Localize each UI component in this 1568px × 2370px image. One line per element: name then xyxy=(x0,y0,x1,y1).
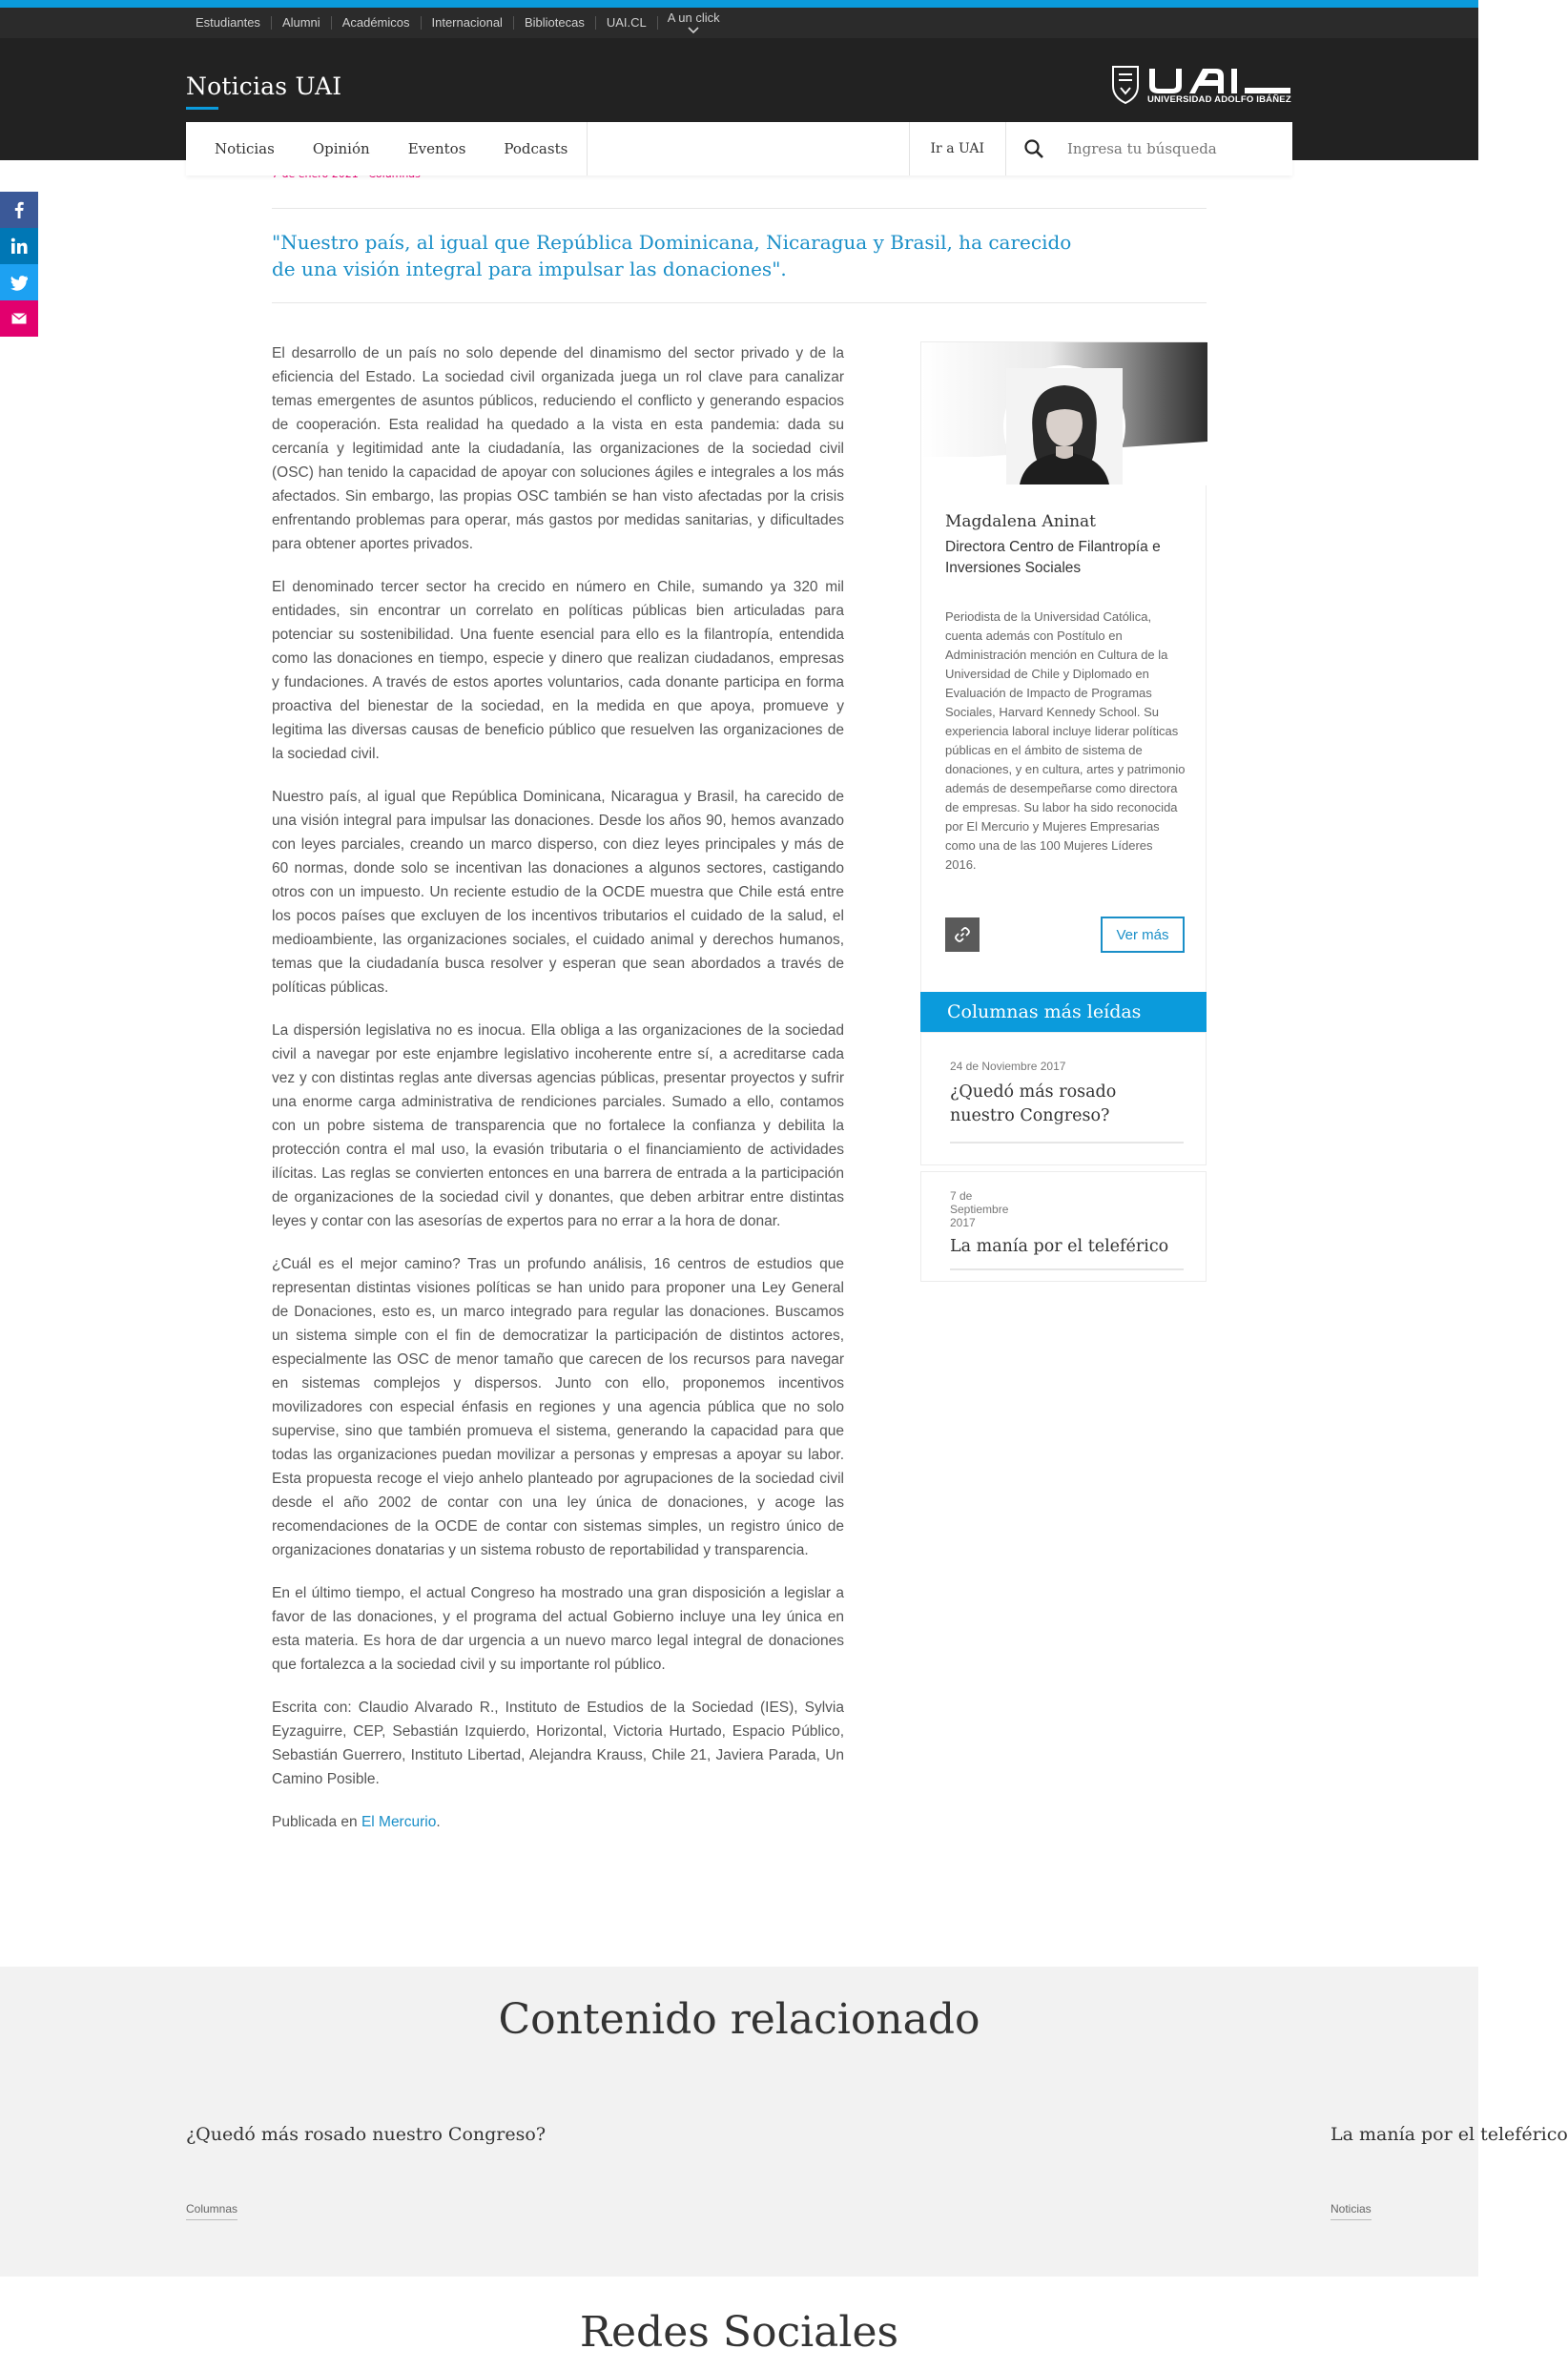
most-read-date: 24 de Noviembre 2017 xyxy=(950,1060,1066,1073)
brand-underline xyxy=(186,107,218,110)
article-published-line xyxy=(272,1810,844,1834)
nav-item-noticias[interactable]: Noticias xyxy=(215,140,275,157)
related-item-category[interactable]: Noticias xyxy=(1331,2202,1372,2220)
utility-link-internacional[interactable]: Internacional xyxy=(422,16,514,30)
search-icon[interactable] xyxy=(1023,138,1044,159)
nav-item-opinion[interactable]: Opinión xyxy=(312,140,370,157)
most-read-header: Columnas más leídas xyxy=(920,992,1207,1032)
site-brand[interactable]: Noticias UAI xyxy=(186,72,342,100)
article-paragraph: El denominado tercer sector ha crecido en número en Chile, sumando ya 320 mil entidades, sin encontrar un correlato en políticas públicas bien articuladas para potenciar su sostenibilidad. Una fuente esencial para ello es la filantropía, entendida como las donaciones en tiempo, especie y dinero que realizan ciudadanos, empresas y fundaciones. A través de estos aportes voluntarios, cada donante participa en forma proactiva del bienestar de la sociedad, en la medida en que apoya, promueve y legitima las diversas causas de beneficio público que resuelven las organizaciones de la sociedad civil. xyxy=(272,579,844,762)
article-paragraph: ¿Cuál es el mejor camino? Tras un profundo análisis, 16 centros de estudios que representan distintas visiones políticas se han unido para proponer una Ley General de Donaciones, esto es, un marco integrado para regular las donaciones. Buscamos un sistema simple con el fin de democratizar la participación de distintos actores, especialmente las OSC de menor tamaño que carecen de los recursos para navegar en sistemas complejos y dispersos. Junto con ello, proponemos incentivos movilizadores con especial énfasis en regiones y una agencia pública que no solo supervise, sino que también promueva el sistema, generando la capacidad para que todas las organizaciones puedan movilizar a personas y empresas a apoyar su labor. Esta propuesta recoge el viejo anhelo planteado por agrupaciones de la sociedad civil desde el año 2002 de contar con una ley única de donaciones, y acoge las recomendaciones de la OCDE de contar con sistemas simples, un registro único de organizaciones donatarias y un sistema robusto de reportabilidad y transparencia. xyxy=(272,1256,844,1558)
logo-text: UNIVERSIDAD ADOLFO IBÁÑEZ xyxy=(1147,94,1291,105)
utility-links xyxy=(186,8,730,38)
article-body xyxy=(272,341,844,1853)
most-read-title[interactable]: ¿Quedó más rosado nuestro Congreso? xyxy=(950,1082,1117,1125)
linkedin-share-button[interactable] xyxy=(0,228,38,264)
published-prefix: Publicada en xyxy=(272,1814,361,1830)
article-paragraph: La dispersión legislativa no es inocua. Ella obliga a las organizaciones de la sociedad civil a navegar por este enjambre legislativo incoherente entre sí, a acreditarse cada vez y con distintas reglas ante diversas agencias públicas, presentar proyectos y sufrir una enorme carga administrativa de rendiciones parciales. Sumado a ello, contamos con un pobre sistema de transparencia que no fortalece la confianza y debilita la protección contra el mal uso, la evasión tributaria o el financiamiento de actividades ilícitas. Las reglas se convierten entonces en una barrera de entrada a la participación de organizaciones de la sociedad civil y donantes, que deben arbitrar entre distintas leyes y contar con las asesorías de expertos para no errar a la hora de donar. xyxy=(272,1022,844,1229)
article-quote-rule xyxy=(272,302,1207,303)
nav-item-podcasts[interactable]: Podcasts xyxy=(504,140,568,157)
most-read-item[interactable] xyxy=(920,1171,1207,1282)
author-role: Directora Centro de Filantropía e Inversiones Sociales xyxy=(945,539,1161,576)
author-bio: Periodista de la Universidad Católica, cuenta además con Postítulo en Administración mención en Cultura de la Universidad de Chile y Diplomado en Evaluación de Impacto de Programas Sociales, Harvard Kennedy School. Su experiencia laboral incluye liderar políticas públicas en el ámbito de sistema de donaciones, y en cultura, artes y patrimonio además de desempeñarse como directora de empresas. Su labor ha sido reconocida por El Mercurio y Mujeres Empresarias como una de las 100 Mujeres Líderes 2016. xyxy=(945,609,1186,872)
author-portrait xyxy=(1006,368,1123,484)
facebook-share-button[interactable] xyxy=(0,192,38,228)
utility-link-estudiantes[interactable]: Estudiantes xyxy=(186,16,272,30)
utility-link-alumni[interactable]: Alumni xyxy=(272,16,332,30)
utility-bar xyxy=(0,8,1478,38)
published-source-link[interactable]: El Mercurio xyxy=(361,1814,437,1830)
one-click-menu[interactable] xyxy=(658,11,730,34)
related-title: Contenido relacionado xyxy=(498,1995,980,2044)
most-read-underline xyxy=(950,1142,1184,1144)
related-item-title[interactable]: La manía por el teleférico xyxy=(1331,2124,1568,2145)
top-accent-line xyxy=(0,0,1478,8)
main-nav xyxy=(186,122,1292,175)
article-paragraph: Nuestro país, al igual que República Dominicana, Nicaragua y Brasil, ha carecido de una visión integral para impulsar las donaciones. Desde los años 90, hemos avanzado con leyes parciales, creando un marco disperso, con diez leyes principales y más de 60 normas, donde solo se incentivan las donaciones a algunos sectores, castigando otros con un impuesto. Un reciente estudio de la OCDE muestra que Chile está entre los pocos países que excluyen de los incentivos tributarios el cuidado de la salud, el medioambiente, las organizaciones sociales, el cuidado animal y derechos humanos, temas que la ciudadanía busca resolver y esperan que sean abordados a través de políticas públicas. xyxy=(272,789,844,996)
nav-item-eventos[interactable]: Eventos xyxy=(407,140,466,157)
nav-right xyxy=(909,122,1292,175)
linkedin-icon xyxy=(10,237,28,255)
utility-link-academicos[interactable]: Académicos xyxy=(332,16,422,30)
author-avatar xyxy=(1003,365,1125,487)
utility-link-uai-cl[interactable]: UAI.CL xyxy=(596,16,658,30)
article-paragraph: El desarrollo de un país no solo depende del dinamismo del sector privado y de la eficiencia del Estado. La sociedad civil organizada juega un rol clave para canalizar temas emergentes de asuntos públicos, reduciendo el conflicto y generando espacios de cooperación. Esta realidad ha quedado a la vista en esta pandemia: dada su cercanía y legitimidad ante la ciudadanía, las organizaciones de la sociedad civil (OSC) han tenido la capacidad de apoyar con soluciones ágiles e integrales a los más afectados. Sin embargo, las propias OSC también se han visto afectadas por la crisis enfrentando problemas para operar, más gastos por medidas sanitarias, y dificultades para obtener aportes privados. xyxy=(272,345,844,552)
article-paragraph: Escrita con: Claudio Alvarado R., Instituto de Estudios de la Sociedad (IES), Sylvia Eyzaguirre, CEP, Sebastián Izquierdo, Horizontal, Victoria Hurtado, Espacio Público, Sebastián Guerrero, Instituto Libertad, Alejandra Krauss, Chile 21, Javiera Parada, Un Camino Posible. xyxy=(272,1700,844,1787)
search-input[interactable] xyxy=(1067,140,1258,157)
social-share-bar xyxy=(0,192,38,337)
twitter-share-button[interactable] xyxy=(0,264,38,300)
utility-link-bibliotecas[interactable]: Bibliotecas xyxy=(514,16,596,30)
email-icon xyxy=(11,313,27,324)
ir-a-uai-link[interactable]: Ir a UAI xyxy=(909,122,1006,175)
related-item-title[interactable]: ¿Quedó más rosado nuestro Congreso? xyxy=(186,2124,547,2145)
author-name: Magdalena Aninat xyxy=(945,512,1097,531)
link-icon xyxy=(954,926,971,943)
email-share-button[interactable] xyxy=(0,300,38,337)
author-more-button[interactable]: Ver más xyxy=(1101,917,1185,953)
author-link-button[interactable] xyxy=(945,917,980,952)
published-suffix: . xyxy=(436,1814,441,1830)
most-read-title[interactable]: La manía por el teleférico xyxy=(950,1237,1169,1256)
chevron-down-icon xyxy=(688,27,699,34)
author-card xyxy=(920,341,1207,1000)
search-box xyxy=(1006,122,1292,175)
article-top-rule xyxy=(272,208,1207,209)
one-click-label: A un click xyxy=(667,10,720,25)
twitter-icon xyxy=(10,276,28,290)
social-networks-title: Redes Sociales xyxy=(579,2308,899,2357)
most-read-date: 7 de Septiembre 2017 xyxy=(950,1189,1009,1229)
article-paragraph: En el último tiempo, el actual Congreso ha mostrado una gran disposición a legislar a favor de las donaciones, y el programa del actual Gobierno incluye una ley única en esta materia. Es hora de dar urgencia a un nuevo marco legal integral de donaciones que fortalezca a la sociedad civil y su importante rol público. xyxy=(272,1585,844,1673)
related-item-category[interactable]: Columnas xyxy=(186,2202,237,2220)
related-content-section xyxy=(0,1967,1568,2277)
most-read-underline xyxy=(950,1268,1184,1270)
nav-divider xyxy=(587,122,588,175)
uai-logo[interactable] xyxy=(1111,65,1292,105)
article-pull-quote: "Nuestro país, al igual que República Dominicana, Nicaragua y Brasil, ha carecido de una visión integral para impulsar las donaciones". xyxy=(272,231,1072,280)
facebook-icon xyxy=(14,201,24,218)
most-read-item[interactable] xyxy=(920,1032,1207,1165)
